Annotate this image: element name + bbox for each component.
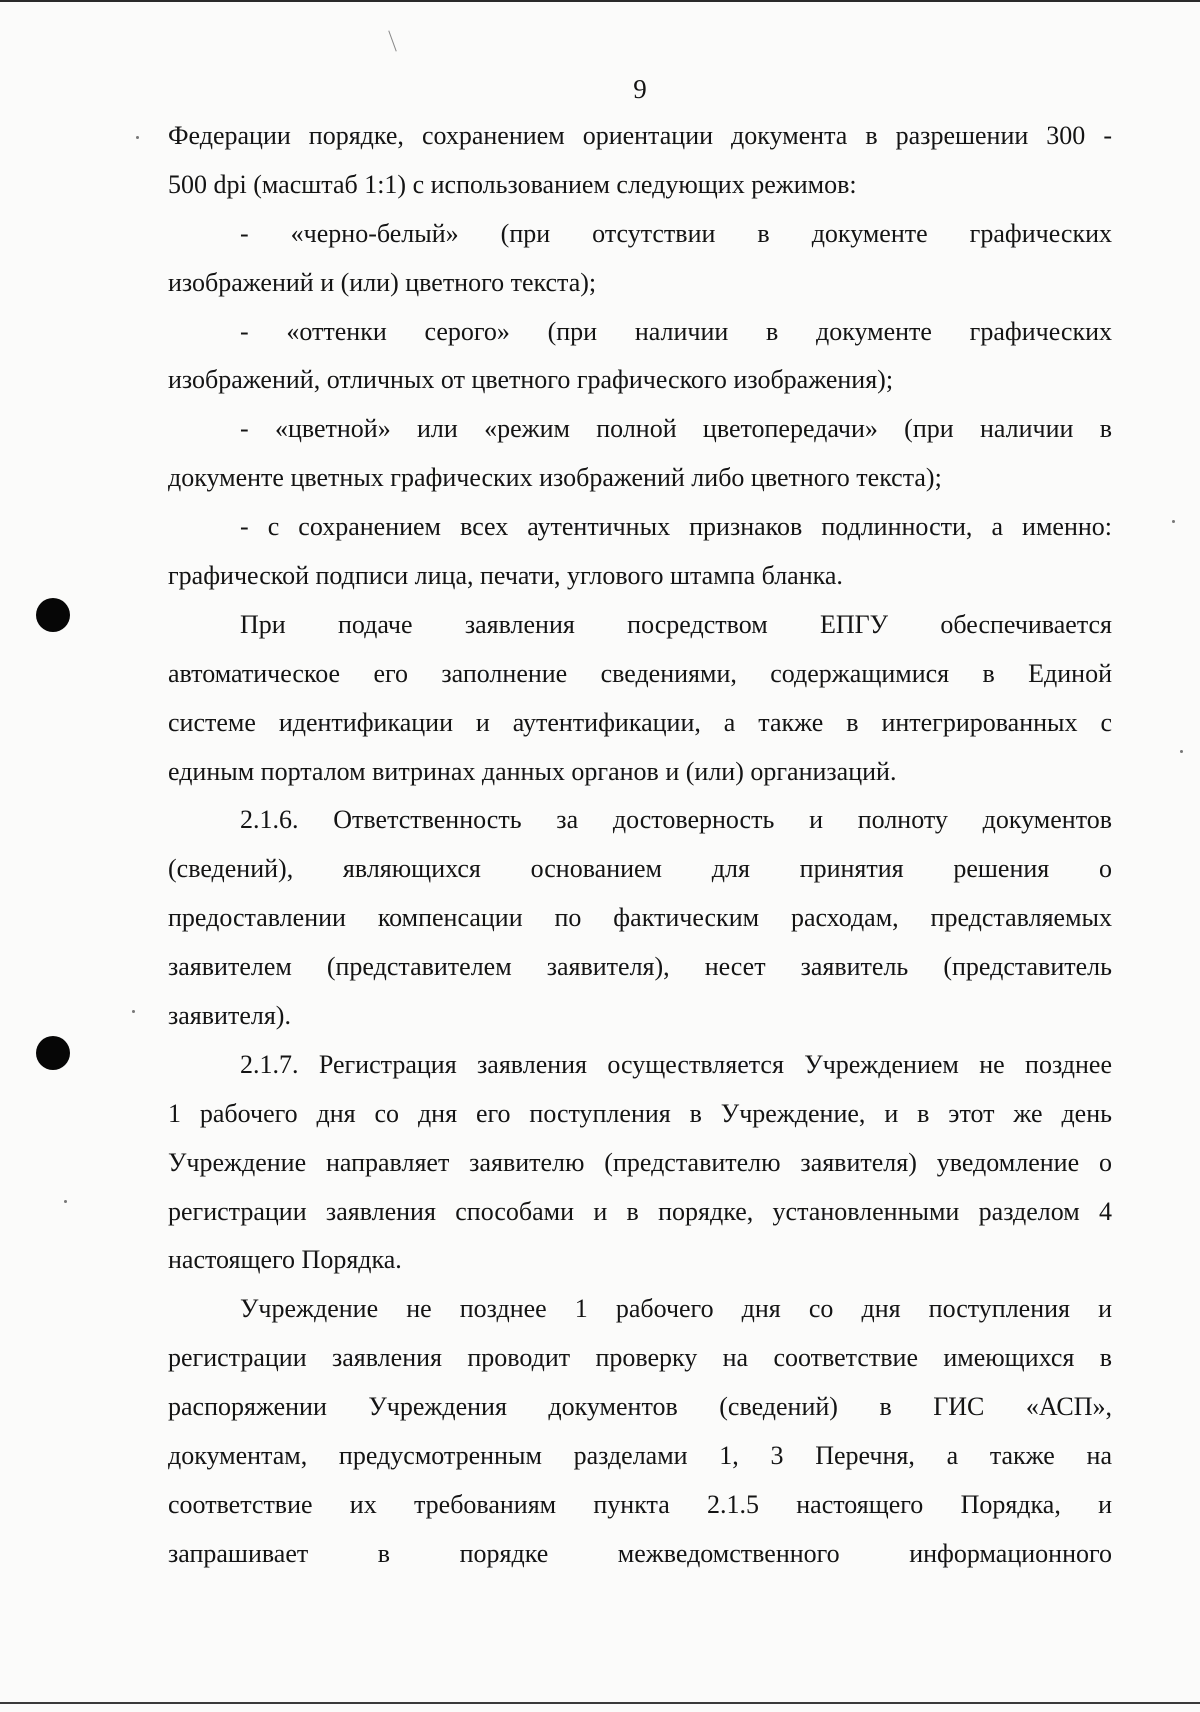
paragraph-first-line: 2.1.7. Регистрация заявления осуществляется Учреждением не позднее (240, 1049, 1112, 1079)
scan-speck (1172, 520, 1175, 523)
text-line: заявителем (представителем заявителя), несет заявитель (представитель (168, 952, 1112, 982)
text-line: изображений, отличных от цветного графического изображения); (168, 365, 894, 395)
scan-speck (136, 136, 139, 139)
list-item-line: - «цветной» или «режим полной цветопередачи» (при наличии в (240, 414, 1112, 444)
text-line: Учреждение направляет заявителю (представителю заявителя) уведомление о (168, 1147, 1112, 1177)
text-line: заявителя). (168, 1001, 291, 1031)
list-item-line: - «черно-белый» (при отсутствии в документе графических (240, 218, 1112, 248)
text-line: регистрации заявления проводит проверку на соответствие имеющихся в (168, 1343, 1112, 1373)
text-line: запрашивает в порядке межведомственного информационного (168, 1538, 1112, 1568)
text-line: документе цветных графических изображений либо цветного текста); (168, 463, 942, 493)
text-line: документам, предусмотренным разделами 1, 3 Перечня, а также на (168, 1441, 1112, 1471)
list-item-line: - с сохранением всех аутентичных признаков подлинности, а именно: (240, 512, 1112, 542)
scan-mark (388, 30, 396, 51)
text-line: предоставлении компенсации по фактическим расходам, представляемых (168, 903, 1112, 933)
text-line: регистрации заявления способами и в порядке, установленными разделом 4 (168, 1196, 1112, 1226)
text-line: автоматическое его заполнение сведениями, содержащимися в Единой (168, 658, 1112, 688)
scan-speck (132, 1010, 135, 1013)
text-line: единым порталом витринах данных органов и (или) организаций. (168, 756, 897, 786)
text-line: Федерации порядке, сохранением ориентации документа в разрешении 300 - (168, 121, 1112, 150)
punch-hole-lower (36, 1036, 70, 1070)
paragraph-first-line: При подаче заявления посредством ЕПГУ обеспечивается (240, 609, 1112, 639)
text-line: 1 рабочего дня со дня его поступления в Учреждение, и в этот же день (168, 1098, 1112, 1128)
text-line: распоряжении Учреждения документов (сведений) в ГИС «АСП», (168, 1392, 1112, 1422)
scan-top-edge (0, 0, 1200, 2)
text-line: системе идентификации и аутентификации, а также в интегрированных с (168, 707, 1112, 737)
scan-speck (64, 1200, 67, 1203)
text-line: 500 dpi (масштаб 1:1) с использованием следующих режимов: (168, 169, 857, 199)
scan-bottom-edge (0, 1702, 1200, 1704)
list-item-line: - «оттенки серого» (при наличии в документе графических (240, 316, 1112, 346)
page-number: 9 (633, 74, 647, 104)
text-line: графической подписи лица, печати, углового штампа бланка. (168, 561, 843, 591)
paragraph-first-line: Учреждение не позднее 1 рабочего дня со дня поступления и (240, 1294, 1112, 1324)
scan-speck (1180, 750, 1183, 753)
text-line: настоящего Порядка. (168, 1245, 402, 1275)
text-line: изображений и (или) цветного текста); (168, 267, 597, 297)
text-line: (сведений), являющихся основанием для принятия решения о (168, 854, 1112, 884)
body-text (168, 112, 1112, 1579)
text-line: соответствие их требованиям пункта 2.1.5 настоящего Порядка, и (168, 1489, 1112, 1519)
paragraph-first-line: 2.1.6. Ответственность за достоверность и полноту документов (240, 805, 1112, 835)
punch-hole-upper (36, 598, 70, 632)
